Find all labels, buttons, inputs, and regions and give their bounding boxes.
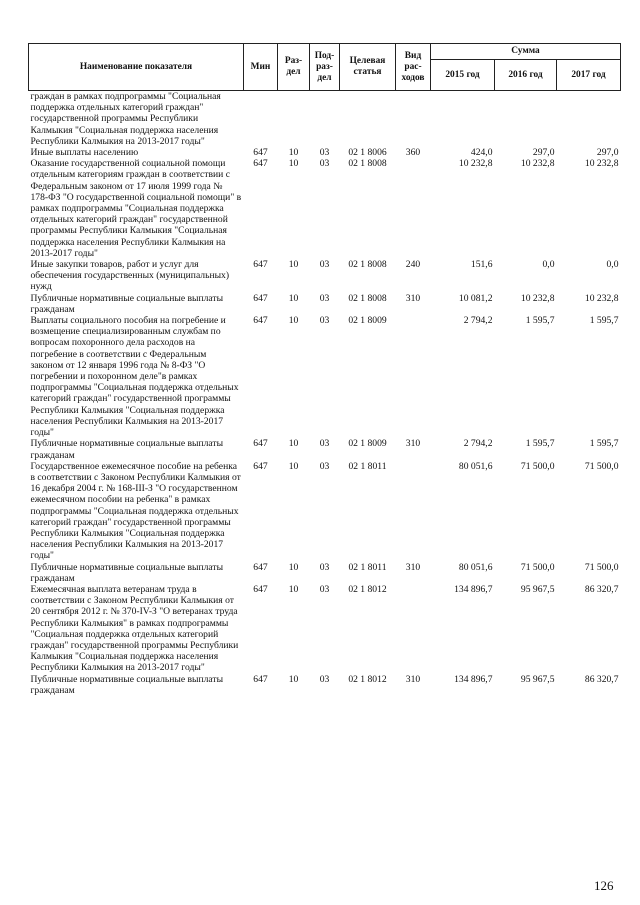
cell-2017: 71 500,0 bbox=[584, 561, 619, 573]
cell-target: 02 1 8011 bbox=[348, 460, 387, 472]
cell-name: Оказание государственной социальной помощи отдельным категориям граждан в соответствии с Федеральным законом от 17 июля 1999 года № 178-ФЗ "О государственной социальной помощи" в рамках подпрограммы "Социальная поддержка отдельных категорий граждан" государственной программы Республики Калмыкия "Социальная поддержка населения Республики Калмыкия на 2013-2017 годы" bbox=[30, 158, 242, 259]
cell-razdel bbox=[278, 91, 310, 148]
table-row bbox=[29, 91, 621, 148]
cell-target: 02 1 8012 bbox=[348, 673, 387, 685]
col-header-sum: Сумма bbox=[431, 44, 621, 60]
cell-2017: 297,0 bbox=[596, 147, 619, 159]
cell-podrazdel: 03 bbox=[319, 147, 330, 159]
col-header-podrazdel: Под- раз- дел bbox=[310, 44, 340, 91]
cell-2016: 10 232,8 bbox=[520, 158, 555, 170]
cell-razdel: 10 bbox=[288, 673, 299, 685]
cell-2017: 86 320,7 bbox=[584, 673, 619, 685]
cell-2017: 1 595,7 bbox=[589, 315, 619, 327]
cell-name: Выплаты социального пособия на погребение и возмещение специализированным службам по вопросам похоронного дела расходов на погребение в соответствии с Федеральным законом от 12 января 1996 года № 8-ФЗ "О погребении и похоронном деле"в рамках подпрограммы "Социальная поддержка отдельных категорий граждан" государственной программы Республики Калмыкия "Социальная поддержка населения Республики Калмыкия на 2013-2017 годы" bbox=[30, 315, 239, 439]
cell-name: граждан в рамках подпрограммы "Социальная поддержка отдельных категорий граждан" государственной программы Республики Калмыкия "Социальная поддержка населения Республики Калмыкия на 2013-2017 годы" bbox=[30, 91, 221, 147]
cell-2017 bbox=[557, 91, 621, 148]
cell-razdel: 10 bbox=[288, 561, 299, 573]
table-row bbox=[29, 674, 621, 696]
cell-target: 02 1 8009 bbox=[348, 315, 387, 327]
cell-podrazdel: 03 bbox=[319, 438, 330, 450]
table-row bbox=[29, 562, 621, 584]
cell-podrazdel: 03 bbox=[319, 292, 330, 304]
table-row bbox=[29, 147, 621, 158]
cell-min: 647 bbox=[253, 460, 268, 472]
cell-vid: 240 bbox=[405, 259, 421, 271]
col-header-razdel: Раз- дел bbox=[278, 44, 310, 91]
cell-name: Публичные нормативные социальные выплаты гражданам bbox=[30, 438, 224, 461]
cell-vid bbox=[396, 158, 431, 259]
cell-2015: 10 232,8 bbox=[458, 158, 493, 170]
cell-podrazdel: 03 bbox=[319, 583, 330, 595]
cell-target: 02 1 8008 bbox=[348, 259, 387, 271]
table-row bbox=[29, 259, 621, 293]
cell-podrazdel: 03 bbox=[319, 315, 330, 327]
cell-min: 647 bbox=[253, 147, 268, 159]
cell-2016: 0,0 bbox=[542, 259, 555, 271]
col-header-name: Наименование показателя bbox=[29, 44, 244, 91]
table-row bbox=[29, 315, 621, 438]
cell-2016: 95 967,5 bbox=[520, 583, 555, 595]
cell-2015: 80 051,6 bbox=[458, 561, 493, 573]
cell-2015: 10 081,2 bbox=[458, 292, 493, 304]
cell-min: 647 bbox=[253, 673, 268, 685]
cell-min: 647 bbox=[253, 315, 268, 327]
budget-table bbox=[28, 43, 621, 696]
cell-name: Государственное ежемесячное пособие на ребенка в соответствии с Законом Республики Калмыкия от 16 декабря 2004 г. № 168-III-З "О государственном ежемесячном пособии на ребенка" в рамках подпрограммы "Социальная поддержка отдельных категорий граждан" государственной программы Республики Калмыкия "Социальная поддержка населения Республики Калмыкия на 2013-2017 годы" bbox=[30, 460, 241, 562]
cell-vid: 360 bbox=[405, 147, 421, 159]
cell-2017: 10 232,8 bbox=[584, 292, 619, 304]
cell-target: 02 1 8012 bbox=[348, 583, 387, 595]
cell-podrazdel: 03 bbox=[319, 460, 330, 472]
cell-razdel: 10 bbox=[288, 460, 299, 472]
cell-target: 02 1 8011 bbox=[348, 561, 387, 573]
cell-vid: 310 bbox=[405, 673, 421, 685]
cell-vid bbox=[396, 91, 431, 148]
cell-vid: 310 bbox=[405, 438, 421, 450]
cell-vid bbox=[396, 315, 431, 438]
cell-razdel: 10 bbox=[288, 438, 299, 450]
cell-name: Публичные нормативные социальные выплаты гражданам bbox=[30, 292, 224, 315]
cell-2015: 134 896,7 bbox=[454, 583, 493, 595]
cell-razdel: 10 bbox=[288, 292, 299, 304]
cell-2016: 71 500,0 bbox=[520, 561, 555, 573]
table-row bbox=[29, 293, 621, 315]
cell-min: 647 bbox=[253, 259, 268, 271]
table-header bbox=[29, 44, 621, 91]
cell-2015: 2 794,2 bbox=[463, 315, 493, 327]
cell-2015 bbox=[431, 91, 495, 148]
cell-podrazdel: 03 bbox=[319, 158, 330, 170]
cell-name: Иные закупки товаров, работ и услуг для обеспечения государственных (муниципальных) нужд bbox=[30, 259, 230, 293]
cell-min: 647 bbox=[253, 561, 268, 573]
cell-vid bbox=[396, 584, 431, 674]
cell-vid: 310 bbox=[405, 561, 421, 573]
cell-min: 647 bbox=[253, 158, 268, 170]
cell-2015: 424,0 bbox=[470, 147, 493, 159]
cell-razdel: 10 bbox=[288, 147, 299, 159]
cell-2015: 134 896,7 bbox=[454, 673, 493, 685]
table-row bbox=[29, 584, 621, 674]
col-header-2017: 2017 год bbox=[557, 60, 621, 91]
cell-name: Ежемесячная выплата ветеранам труда в соответствии с Законом Республики Калмыкия от 20 сентября 2012 г. № 370-IV-З "О ветеранах труда Республики Калмыкия" в рамках подпрограммы "Социальная поддержка отдельных категорий граждан" государственной программы Республики Калмыкия "Социальная поддержка населения Республики Калмыкия на 2013-2017 годы" bbox=[30, 583, 239, 674]
cell-target: 02 1 8006 bbox=[348, 147, 387, 159]
cell-2017: 1 595,7 bbox=[589, 438, 619, 450]
table-row bbox=[29, 438, 621, 460]
cell-2016: 71 500,0 bbox=[520, 460, 555, 472]
cell-name: Публичные нормативные социальные выплаты гражданам bbox=[30, 673, 224, 696]
col-header-vid: Вид рас- ходов bbox=[396, 44, 431, 91]
cell-podrazdel: 03 bbox=[319, 673, 330, 685]
cell-target bbox=[340, 91, 396, 148]
cell-razdel: 10 bbox=[288, 158, 299, 170]
cell-2016: 1 595,7 bbox=[525, 438, 555, 450]
col-header-2015: 2015 год bbox=[431, 60, 495, 91]
cell-2017: 0,0 bbox=[606, 259, 619, 271]
cell-2015: 151,6 bbox=[470, 259, 493, 271]
cell-podrazdel: 03 bbox=[319, 259, 330, 271]
cell-2015: 2 794,2 bbox=[463, 438, 493, 450]
cell-vid: 310 bbox=[405, 292, 421, 304]
cell-podrazdel bbox=[310, 91, 340, 148]
table-body bbox=[29, 91, 621, 696]
cell-2015: 80 051,6 bbox=[458, 460, 493, 472]
col-header-min: Мин bbox=[244, 44, 278, 91]
cell-target: 02 1 8008 bbox=[348, 158, 387, 170]
cell-target: 02 1 8009 bbox=[348, 438, 387, 450]
cell-razdel: 10 bbox=[288, 583, 299, 595]
cell-razdel: 10 bbox=[288, 259, 299, 271]
cell-2017: 71 500,0 bbox=[584, 460, 619, 472]
cell-2016 bbox=[495, 91, 557, 148]
cell-target: 02 1 8008 bbox=[348, 292, 387, 304]
cell-name: Публичные нормативные социальные выплаты гражданам bbox=[30, 561, 224, 584]
cell-name: Иные выплаты населению bbox=[30, 147, 139, 159]
cell-min: 647 bbox=[253, 583, 268, 595]
cell-min: 647 bbox=[253, 292, 268, 304]
cell-2016: 297,0 bbox=[532, 147, 555, 159]
cell-2016: 10 232,8 bbox=[520, 292, 555, 304]
cell-podrazdel: 03 bbox=[319, 561, 330, 573]
cell-vid bbox=[396, 461, 431, 562]
cell-2016: 95 967,5 bbox=[520, 673, 555, 685]
table-row bbox=[29, 461, 621, 562]
page-number: 126 bbox=[594, 878, 614, 893]
col-header-target: Целевая статья bbox=[340, 44, 396, 91]
cell-min: 647 bbox=[253, 438, 268, 450]
col-header-2016: 2016 год bbox=[495, 60, 557, 91]
cell-2017: 10 232,8 bbox=[584, 158, 619, 170]
cell-min bbox=[244, 91, 278, 148]
cell-2017: 86 320,7 bbox=[584, 583, 619, 595]
cell-razdel: 10 bbox=[288, 315, 299, 327]
table-row bbox=[29, 158, 621, 259]
cell-2016: 1 595,7 bbox=[525, 315, 555, 327]
